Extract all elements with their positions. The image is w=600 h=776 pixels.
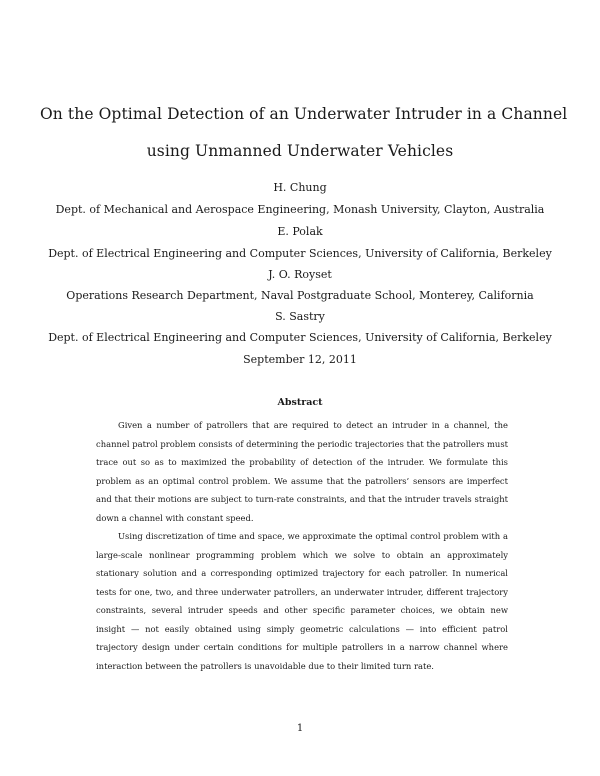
author-name: S. Sastry	[275, 310, 325, 323]
abstract-paragraph: Given a number of patrollers that are required to detect an intruder in a channel, the channel patrol problem consists of determining the periodic trajectories that the patrollers must trace out so as to maximized the probability of detection of the intruder. We formulate this problem as an optimal control problem. We assume that the patrollers’ sensors are imperfect and that their motions are subject to turn-rate constraints, and that the intruder travels straight down a channel with constant speed.	[96, 420, 508, 523]
abstract-paragraph: Using discretization of time and space, we approximate the optimal control problem with a large-scale nonlinear programming problem which we solve to obtain an approximately stationary solution and a corresponding optimized trajectory for each patroller. In numerical tests for one, two, and three underwater patrollers, an underwater intruder, different trajectory constraints, several intruder speeds and other specific parameter choices, we obtain new insight — not easily obtained using simply geometric calculations — into efficient patrol trajectory design under certain conditions for multiple patrollers in a narrow channel where interaction between the patrollers is unavoidable due to their limited turn rate.	[96, 531, 508, 671]
page-number: 1	[296, 723, 304, 734]
author-name: E. Polak	[277, 225, 323, 238]
author-affiliation: Dept. of Electrical Engineering and Computer Sciences, University of California, Berkeley	[48, 247, 552, 260]
paper-title-line-2: using Unmanned Underwater Vehicles	[146, 142, 454, 160]
author-affiliation: Operations Research Department, Naval Postgraduate School, Monterey, California	[66, 289, 534, 302]
author-name: J. O. Royset	[268, 268, 332, 281]
author-affiliation: Dept. of Mechanical and Aerospace Engineering, Monash University, Clayton, Australia	[55, 203, 545, 216]
abstract-paragraph-1-block	[96, 416, 508, 527]
abstract-heading: Abstract	[277, 397, 323, 408]
author-affiliation: Dept. of Electrical Engineering and Computer Sciences, University of California, Berkeley	[48, 331, 552, 344]
paper-title-line-1: On the Optimal Detection of an Underwater Intruder in a Channel	[40, 105, 568, 123]
paper-date: September 12, 2011	[243, 353, 357, 366]
author-name: H. Chung	[273, 181, 327, 194]
abstract-paragraph-2-block	[96, 527, 508, 675]
